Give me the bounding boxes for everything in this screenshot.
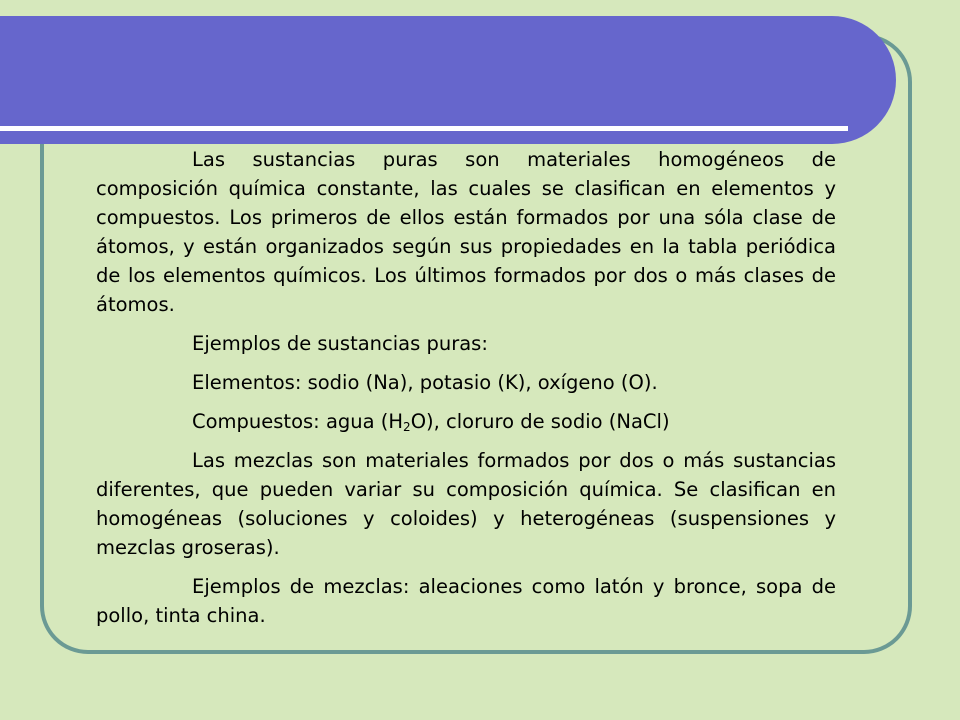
compounds-text-end: O), cloruro de sodio (NaCl) — [410, 410, 670, 433]
paragraph-elements-examples: Elementos: sodio (Na), potasio (K), oxígeno (O). — [192, 371, 658, 394]
slide-body — [96, 145, 836, 640]
paragraph-pure-substances: Las sustancias puras son materiales homogéneos de composición química constante, las cuales se clasifican en elementos y compuestos. Los primeros de ellos están formados por una sóla clase de átomos, y están organizados según sus propiedades en la tabla periódica de los elementos químicos. Los últimos formados por dos o más clases de átomos. — [96, 148, 836, 316]
water-subscript: 2 — [403, 420, 411, 434]
paragraph-compounds-examples — [96, 407, 836, 436]
title-bar — [0, 16, 896, 144]
paragraph-mixtures-examples: Ejemplos de mezclas: aleaciones como latón y bronce, sopa de pollo, tinta china. — [96, 575, 836, 627]
compounds-text-start: Compuestos: agua (H — [192, 410, 404, 433]
paragraph-pure-examples-heading: Ejemplos de sustancias puras: — [192, 332, 488, 355]
paragraph-mixtures: Las mezclas son materiales formados por dos o más sustancias diferentes, que pueden variar su composición química. Se clasifican en homogéneas (soluciones y coloides) y heterogéneas (suspensiones y mezclas groseras). — [96, 449, 836, 559]
title-divider — [0, 126, 848, 131]
